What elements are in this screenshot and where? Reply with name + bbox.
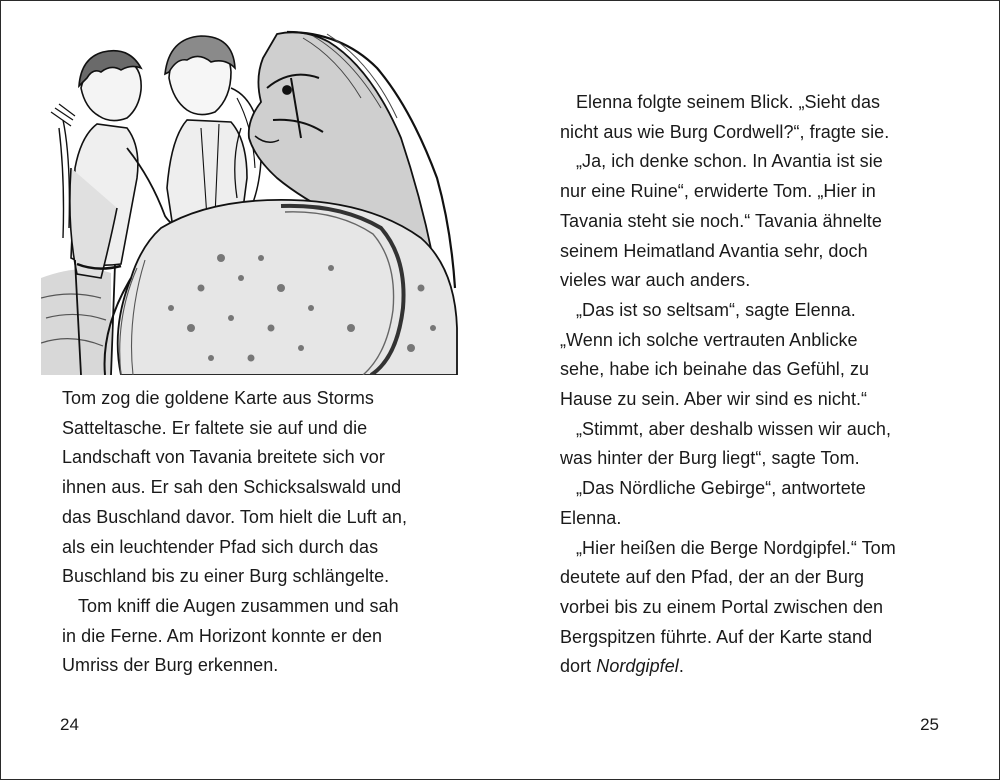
text-line: vorbei bis zu einem Portal zwischen den	[560, 596, 884, 617]
text-line: als ein leuchtender Pfad sich durch das	[62, 536, 379, 557]
text-line: „Das ist so seltsam“, sagte Elenna.	[576, 299, 856, 320]
text-line: Elenna.	[560, 507, 622, 528]
text-line: Bergspitzen führte. Auf der Karte stand	[560, 626, 873, 647]
emphasized-place-name: Nordgipfel	[596, 656, 679, 677]
left-page-text	[62, 384, 462, 681]
text-line: in die Ferne. Am Horizont konnte er den	[62, 625, 383, 646]
text-line: ihnen aus. Er sah den Schicksalswald und	[62, 477, 402, 498]
text-line: „Stimmt, aber deshalb wissen wir auch,	[576, 418, 892, 439]
page-number-left: 24	[60, 715, 79, 734]
text-line: Satteltasche. Er faltete sie auf und die	[62, 417, 368, 438]
text-line: nur eine Ruine“, erwiderte Tom. „Hier in	[560, 181, 876, 202]
text-fragment: dort	[560, 656, 597, 677]
text-line: was hinter der Burg liegt“, sagte Tom.	[560, 448, 860, 469]
text-line: Elenna folgte seinem Blick. „Sieht das	[576, 92, 881, 112]
text-line: „Wenn ich solche vertrauten Anblicke	[560, 329, 858, 350]
text-line: „Hier heißen die Berge Nordgipfel.“ Tom	[576, 537, 896, 558]
text-line: Umriss der Burg erkennen.	[62, 655, 279, 676]
text-line: seinem Heimatland Avantia sehr, doch	[560, 240, 868, 261]
illustration-tom-elenna-horse	[41, 28, 462, 375]
text-line: vieles war auch anders.	[560, 270, 751, 291]
page-number-right: 25	[920, 715, 939, 734]
text-line: „Ja, ich denke schon. In Avantia ist sie	[576, 151, 883, 172]
text-line: sehe, habe ich beinahe das Gefühl, zu	[560, 359, 870, 380]
text-line: Landschaft von Tavania breitete sich vor	[62, 447, 385, 468]
text-line: Tavania steht sie noch.“ Tavania ähnelte	[560, 210, 882, 231]
right-page-text	[560, 88, 960, 682]
text-line: Tom zog die goldene Karte aus Storms	[62, 388, 374, 408]
text-line: das Buschland davor. Tom hielt die Luft an,	[62, 506, 408, 527]
left-page	[1, 1, 500, 779]
illustration-drawing	[41, 28, 462, 375]
text-fragment: .	[678, 656, 684, 677]
text-line: Hause zu sein. Aber wir sind es nicht.“	[560, 389, 868, 410]
text-line: Buschland bis zu einer Burg schlängelte.	[62, 566, 390, 587]
text-line: „Das Nördliche Gebirge“, antwortete	[576, 478, 866, 499]
text-line-final	[560, 652, 960, 682]
text-line: nicht aus wie Burg Cordwell?“, fragte sie.	[560, 121, 890, 142]
text-line: deutete auf den Pfad, der an der Burg	[560, 567, 865, 588]
right-page	[500, 1, 999, 779]
text-line: Tom kniff die Augen zusammen und sah	[78, 595, 399, 616]
